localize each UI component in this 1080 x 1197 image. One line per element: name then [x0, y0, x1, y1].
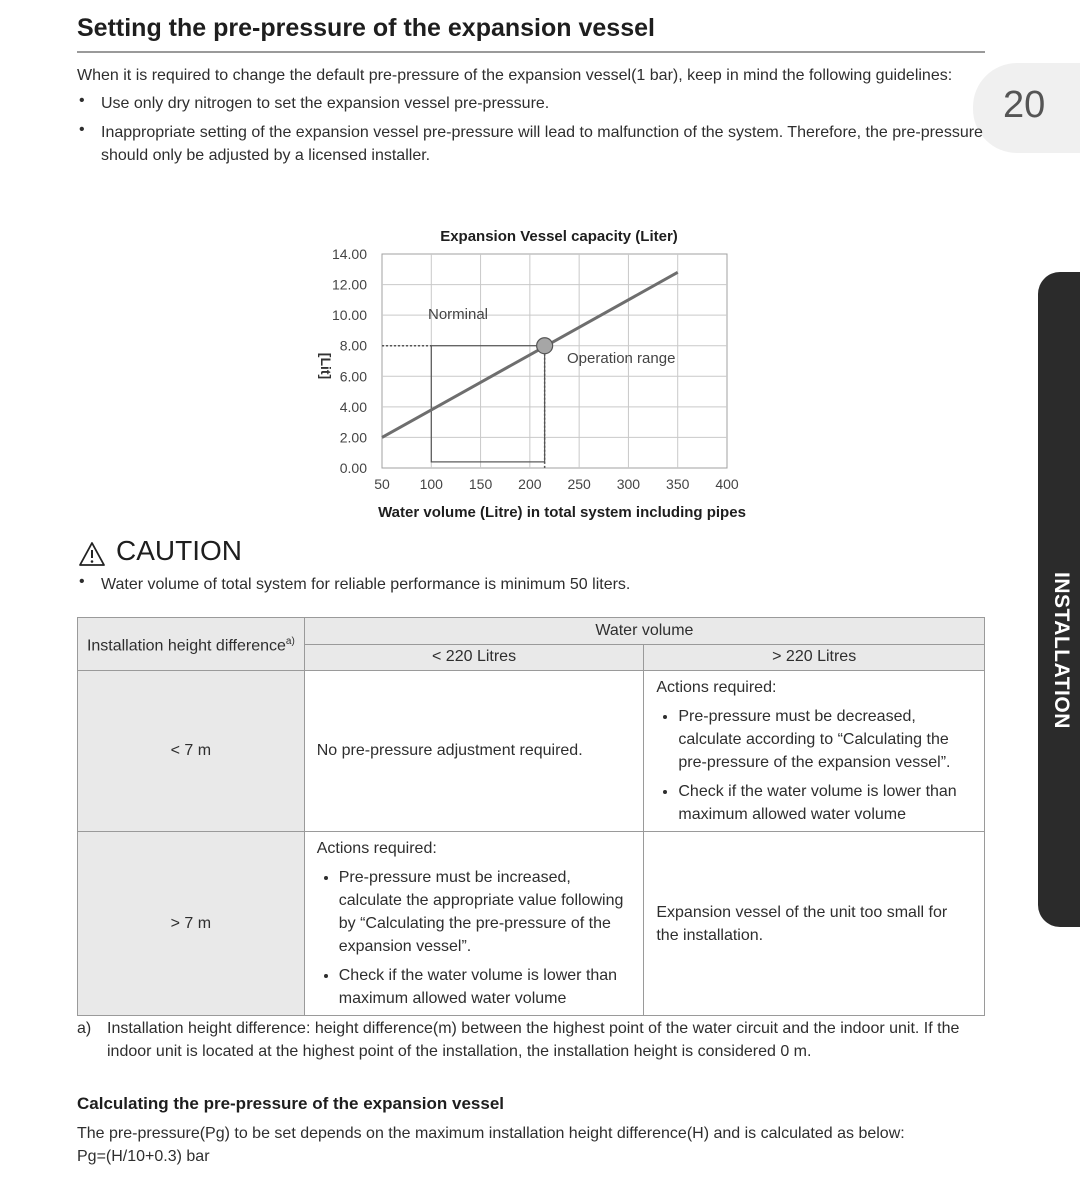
water-volume-table — [77, 617, 985, 1016]
x-tick-label: 100 — [419, 476, 443, 492]
x-axis-ticks — [374, 476, 739, 492]
actions-list — [317, 866, 632, 1010]
y-axis-label: [Lit] — [318, 352, 334, 380]
chart-title: Expansion Vessel capacity (Liter) — [440, 228, 678, 245]
intro-bullet: Inappropriate setting of the expansion vessel pre-pressure will lead to malfunction of the system. Therefore, the pre-pressure should only be adjusted by a licensed installer. — [101, 124, 983, 164]
y-tick-label: 8.00 — [339, 337, 367, 354]
cell-actions-increase — [304, 832, 644, 1016]
caution-bullet: Water volume of total system for reliable performance is minimum 50 liters. — [101, 576, 631, 593]
actions-required-label: Actions required: — [656, 679, 777, 696]
row-label-less-7m: < 7 m — [78, 671, 305, 832]
header-water-volume: Water volume — [304, 618, 984, 645]
y-tick-label: 14.00 — [331, 246, 367, 262]
cell-actions-decrease — [644, 671, 985, 832]
list-item: • Check if the water volume is lower than maximum allowed water volume — [678, 780, 972, 826]
y-tick-label: 0.00 — [339, 460, 367, 476]
bullet-dot: • — [79, 92, 85, 109]
calc-section-title: Calculating the pre-pressure of the expansion vessel — [77, 1094, 505, 1113]
list-item: • Check if the water volume is lower than maximum allowed water volume — [339, 964, 632, 1010]
warning-icon — [78, 541, 106, 567]
y-tick-label: 6.00 — [339, 368, 367, 385]
calc-description: The pre-pressure(Pg) to be set depends on the maximum installation height difference(H) and is calculated as below: — [77, 1125, 905, 1142]
x-tick-label: 200 — [518, 476, 542, 492]
x-tick-label: 400 — [715, 476, 739, 492]
cell-no-adjustment: No pre-pressure adjustment required. — [304, 671, 644, 832]
bullet-dot: • — [79, 573, 85, 590]
expansion-vessel-chart — [0, 0, 1080, 530]
footnote-text: Installation height difference: height difference(m) between the highest point of the water circuit and the indoor unit. If the indoor unit is located at the highest point of the installation, the installation height is considered 0 m. — [107, 1020, 960, 1060]
nominal-point — [537, 338, 553, 354]
list-item: • Pre-pressure must be increased, calculate the appropriate value following by “Calculating the pre-pressure of the expansion vessel”. — [339, 866, 632, 958]
y-tick-label: 10.00 — [331, 307, 367, 324]
actions-required-label: Actions required: — [316, 840, 437, 857]
y-axis-ticks — [332, 246, 367, 476]
page-title: Setting the pre-pressure of the expansion vessel — [77, 14, 655, 42]
x-tick-label: 250 — [567, 476, 591, 492]
y-tick-label: 12.00 — [331, 276, 367, 293]
calc-formula: Pg=(H/10+0.3) bar — [77, 1148, 210, 1165]
row-label-more-7m: > 7 m — [78, 832, 305, 1016]
nominal-label: Norminal — [428, 306, 489, 323]
page-number: 20 — [1003, 84, 1046, 126]
caution-title: CAUTION — [116, 535, 242, 566]
header-more-220: > 220 Litres — [644, 644, 985, 671]
x-axis-label: Water volume (Litre) in total system including pipes — [378, 504, 746, 521]
list-item: • Pre-pressure must be decreased, calculate according to “Calculating the pre-pressure of the expansion vessel”. — [678, 705, 972, 774]
actions-list — [656, 705, 972, 826]
cell-vessel-too-small: Expansion vessel of the unit too small for the installation. — [644, 832, 985, 1016]
header-less-220: < 220 Litres — [304, 644, 644, 671]
y-tick-label: 2.00 — [339, 429, 367, 446]
intro-text: When it is required to change the default pre-pressure of the expansion vessel(1 bar), keep in mind the following guidelines: — [77, 67, 953, 84]
bullet-dot: • — [79, 121, 85, 138]
header-installation-height: Installation height difference$^{a)}$ — [78, 618, 305, 671]
operation-range-label: Operation range — [567, 350, 676, 367]
x-tick-label: 350 — [666, 476, 690, 492]
section-side-label — [1049, 572, 1073, 632]
y-tick-label: 4.00 — [339, 398, 367, 415]
x-tick-label: 150 — [468, 476, 493, 492]
x-tick-label: 300 — [616, 476, 641, 492]
intro-bullet: Use only dry nitrogen to set the expansion vessel pre-pressure. — [101, 95, 550, 112]
footnote-marker: a) — [77, 1020, 92, 1037]
x-tick-label: 50 — [374, 476, 390, 492]
